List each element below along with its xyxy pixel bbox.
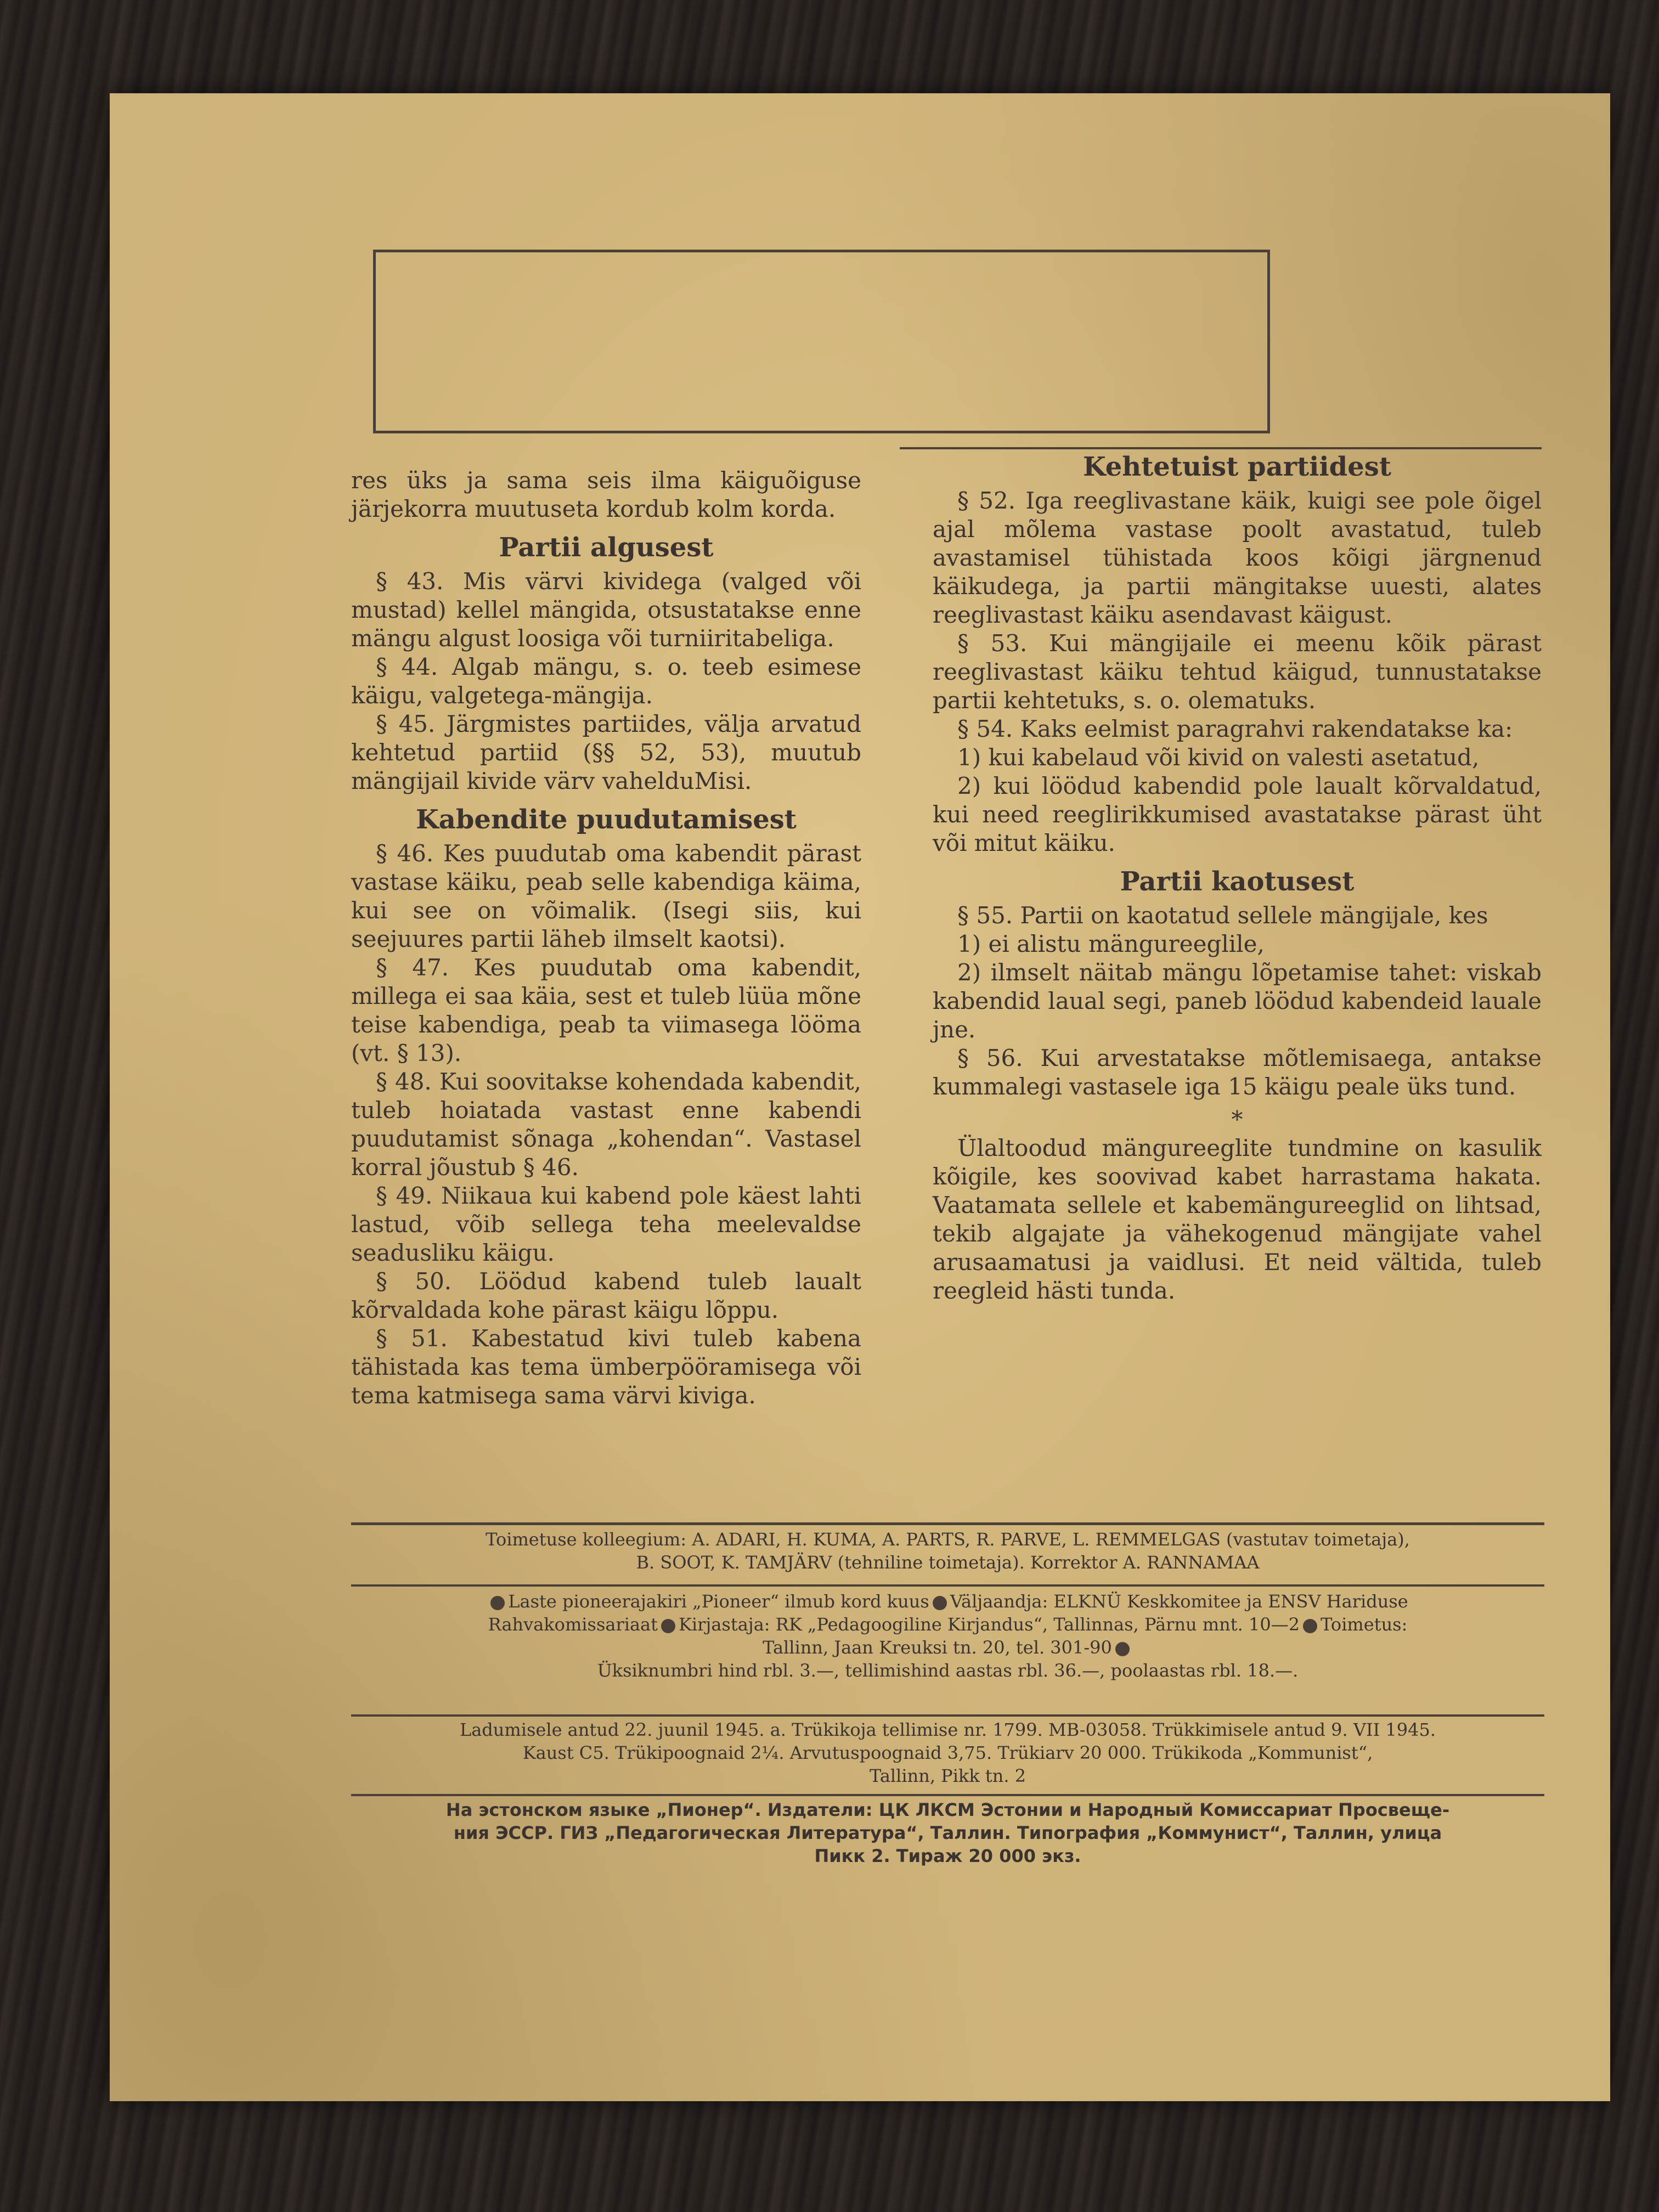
bullet-icon — [490, 1596, 505, 1610]
blank-frame — [373, 250, 1270, 433]
paragraph-52: § 52. Iga reeglivastane käik, kuigi see pole õigel ajal mõlema vastase poolt avastatud, tuleb avastamisel tühistada koos kõigi järgnenud käikudega, ja partii mängitakse uuesti, alates reeglivastast käiku asendavast käigust. — [933, 487, 1542, 628]
footer-rule-1 — [351, 1522, 1544, 1525]
paragraph-56: § 56. Kui arvestatakse mõtlemisaega, antakse kummalegi vastasele iga 15 käigu peale üks tund. — [933, 1045, 1542, 1100]
paragraph-46: § 46. Kes puudutab oma kabendit pärast vastase käiku, peab selle kabendiga käima, kui see on võimalik. (Isegi siis, kui seejuures partii läheb ilmselt kaotsi). — [351, 840, 861, 952]
paragraph-54-item-2: 2) kui löödud kabendid pole laualt kõrvaldatud, kui need reeglirikkumised avastatakse pärast üht või mitut käiku. — [933, 772, 1542, 856]
footer-rule-4 — [351, 1794, 1544, 1796]
divider — [900, 447, 1542, 449]
paragraph-55-item-2: 2) ilmselt näitab mängu lõpetamise tahet: viskab kabendid laual segi, paneb löödud kabendeid lauale jne. — [933, 959, 1542, 1043]
paragraph-50: § 50. Löödud kabend tuleb laualt kõrvaldada kohe pärast käigu lõppu. — [351, 1268, 861, 1323]
right-column — [933, 453, 1542, 1305]
publisher-line-1a: Laste pioneerajakiri „Pioneer“ ilmub kord kuus — [508, 1591, 929, 1612]
magazine-back-page — [110, 93, 1610, 2101]
publisher-line-4: Üksiknumbri hind rbl. 3.—, tellimishind aastas rbl. 36.—, poolaastas rbl. 18.—. — [597, 1660, 1299, 1681]
star-separator: * — [1231, 1106, 1243, 1133]
intro-text: res üks ja sama seis ilma käiguõiguse järjekorra muutuseta kordub kolm korda. — [351, 467, 861, 522]
russian-line-1: На эстонском языке „Пионер“. Издатели: ЦК ЛКСМ Эстонии и Народный Комиссариат Просвеще- — [445, 1799, 1450, 1820]
russian-line-3: Пикк 2. Тираж 20 000 экз. — [814, 1846, 1081, 1866]
editorial-line-2: B. SOOT, K. TAMJÄRV (tehniline toimetaja). Korrektor A. RANNAMAA — [636, 1552, 1260, 1573]
paragraph-54: § 54. Kaks eelmist paragrahvi rakendatakse ka: — [957, 715, 1513, 742]
bullet-icon — [1303, 1619, 1317, 1633]
heading-kehtetuist-partiidest: Kehtetuist partiidest — [1083, 452, 1391, 482]
paragraph-51: § 51. Kabestatud kivi tuleb kabena tähistada kas tema ümberpööramisega või tema katmisega sama värvi kiviga. — [351, 1325, 861, 1409]
printing-line-2: Kaust C5. Trükipoognaid 2¼. Arvutuspoognaid 3,75. Trükiarv 20 000. Trükikoda „Kommunist“, — [522, 1742, 1373, 1763]
publisher-line-2c: Toimetus: — [1321, 1614, 1408, 1635]
printing-info — [351, 1718, 1544, 1787]
paragraph-54-item-1: 1) kui kabelaud või kivid on valesti asetatud, — [957, 744, 1480, 771]
publisher-line-1b: Väljaandja: ELKNÜ Keskkomitee ja ENSV Hariduse — [950, 1591, 1408, 1612]
bullet-icon — [933, 1596, 947, 1610]
paragraph-44: § 44. Algab mängu, s. o. teeb esimese käigu, valgetega-mängija. — [351, 653, 861, 709]
publisher-info — [351, 1590, 1544, 1682]
bullet-icon — [1115, 1642, 1130, 1656]
publisher-line-3: Tallinn, Jaan Kreuksi tn. 20, tel. 301-90 — [763, 1637, 1112, 1658]
footer-rule-2 — [351, 1584, 1544, 1587]
publisher-line-2b: Kirjastaja: RK „Pedagoogiline Kirjandus“, Tallinnas, Pärnu mnt. 10—2 — [678, 1614, 1300, 1635]
editorial-line-1: Toimetuse kolleegium: A. ADARI, H. KUMA, A. PARTS, R. PARVE, L. REMMELGAS (vastutav toimetaja), — [486, 1529, 1410, 1550]
paragraph-48: § 48. Kui soovitakse kohendada kabendit, tuleb hoiatada vastast enne kabendi puudutamist sõnaga „kohendan“. Vastasel korral jõustub § 46. — [351, 1068, 861, 1181]
heading-partii-kaotusest: Partii kaotusest — [1120, 866, 1355, 897]
footer-rule-3 — [351, 1714, 1544, 1717]
russian-imprint — [351, 1798, 1544, 1867]
paragraph-45: § 45. Järgmistes partiides, välja arvatud kehtetud partiid (§§ 52, 53), muutub mängijail kivide värv vahelduMisi. — [351, 710, 861, 794]
left-column — [351, 466, 861, 1410]
paragraph-55: § 55. Partii on kaotatud sellele mängijale, kes — [957, 902, 1488, 929]
editorial-board — [351, 1528, 1544, 1574]
publisher-line-2a: Rahvakomissariaat — [488, 1614, 658, 1635]
printing-line-1: Ladumisele antud 22. juunil 1945. a. Trükikoja tellimise nr. 1799. MB-03058. Trükkimisele antud 9. VII 1945. — [459, 1719, 1436, 1740]
bullet-icon — [661, 1619, 675, 1633]
paragraph-43: § 43. Mis värvi kividega (valged või mustad) kellel mängida, otsustatakse enne mängu algust loosiga või turniiritabeliga. — [351, 568, 861, 652]
paragraph-53: § 53. Kui mängijaile ei meenu kõik pärast reeglivastast käiku tehtud käigud, tunnustatakse partii kehtetuks, s. o. olematuks. — [933, 630, 1542, 714]
heading-kabendite-puudutamisest: Kabendite puudutamisest — [416, 804, 797, 835]
paragraph-55-item-1: 1) ei alistu mängureeglile, — [957, 930, 1265, 957]
closing-paragraph: Ülaltoodud mängureeglite tundmine on kasulik kõigile, kes soovivad kabet harrastama hakata. Vaatamata sellele et kabemängureeglid on lihtsad, tekib algajate ja vähekogenud mängijate vahel arusaamatusi ja vaidlusi. Et neid vältida, tuleb reegleid hästi tunda. — [933, 1135, 1542, 1304]
russian-line-2: ния ЭССР. ГИЗ „Педагогическая Литература“, Таллин. Типография „Коммунист“, Таллин, улица — [453, 1822, 1442, 1843]
heading-partii-algusest: Partii algusest — [499, 532, 714, 563]
paragraph-47: § 47. Kes puudutab oma kabendit, millega ei saa käia, sest et tuleb lüüa mõne teise kabendiga, peab ta viimasega lööma (vt. § 13). — [351, 954, 861, 1066]
printing-line-3: Tallinn, Pikk tn. 2 — [869, 1765, 1026, 1786]
paragraph-49: § 49. Niikaua kui kabend pole käest lahti lastud, võib sellega teha meelevaldse seadusliku käigu. — [351, 1182, 861, 1266]
